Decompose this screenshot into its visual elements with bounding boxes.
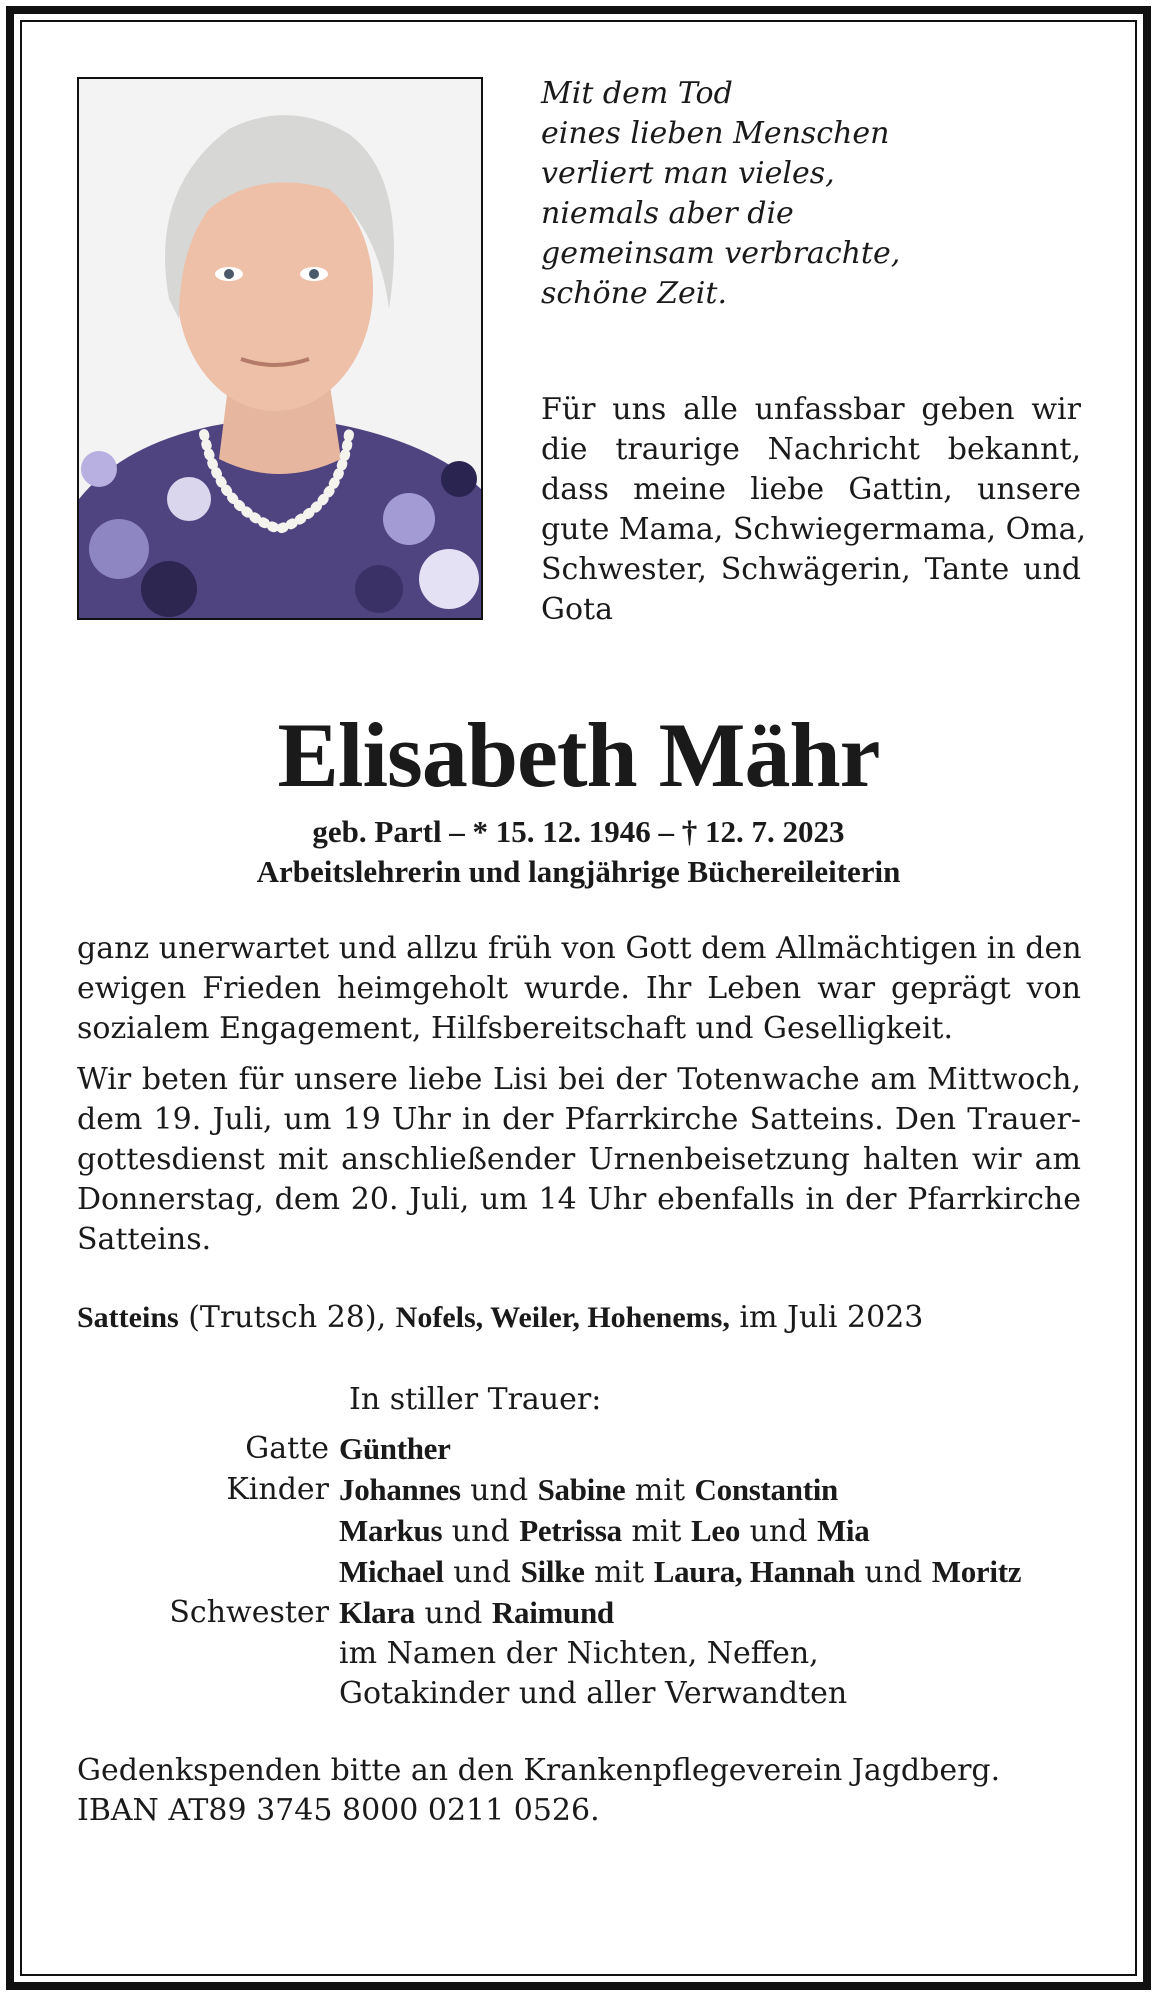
announcement-intro — [541, 390, 1087, 630]
mourner-connector: im Namen der Nichten, Neffen, — [339, 1636, 819, 1671]
body-line: Wir beten für unsere liebe Lisi bei der Totenwache am Mittwoch, — [77, 1062, 1081, 1097]
mourner-relation: Kinder — [226, 1472, 329, 1507]
body-line: ganz unerwartet und allzu früh von Gott dem Allmächtigen in den — [77, 931, 1082, 966]
place-address: (Trutsch 28), — [178, 1300, 396, 1335]
mourner-relation: Schwester — [169, 1595, 329, 1630]
mourner-name: Raimund — [491, 1595, 614, 1630]
mourner-row — [77, 1470, 1087, 1511]
poem-line: schöne Zeit. — [541, 276, 727, 311]
mourner-names — [339, 1593, 614, 1634]
mourner-connector: und — [443, 1555, 521, 1590]
body-paragraph-1 — [77, 929, 1081, 1049]
mourners-list — [77, 1429, 1087, 1714]
mourner-name: Michael — [339, 1554, 444, 1589]
body-line: ewigen Frieden heimgeholt wurde. Ihr Leben war geprägt von — [77, 971, 1081, 1006]
mourner-connector: und — [415, 1596, 492, 1631]
donation-note — [77, 1751, 1000, 1831]
mourner-row — [77, 1634, 1087, 1674]
mourner-relation — [77, 1552, 339, 1593]
mourner-connector: und — [854, 1555, 932, 1590]
mourner-row — [77, 1593, 1087, 1634]
poem-line: Mit dem Tod — [541, 76, 733, 111]
mourner-names — [339, 1429, 451, 1470]
mourner-name: Leo — [690, 1513, 741, 1548]
place-town: Satteins — [77, 1301, 179, 1334]
mourner-name: Markus — [339, 1513, 443, 1548]
mourner-names — [339, 1511, 869, 1552]
mourner-relation — [77, 1674, 339, 1714]
mourner-connector: mit — [584, 1555, 654, 1590]
donation-line: Gedenkspenden bitte an den Krankenpflegeverein Jagdberg. — [77, 1753, 1001, 1788]
mourner-connector: mit — [625, 1473, 695, 1508]
mourner-names — [339, 1552, 1021, 1593]
mourner-name: Klara — [339, 1595, 415, 1630]
mourner-row — [77, 1511, 1087, 1552]
intro-line: Gota — [541, 592, 613, 627]
mourner-row — [77, 1552, 1087, 1593]
mourner-connector: und — [460, 1473, 538, 1508]
mourner-relation: Gatte — [245, 1431, 329, 1466]
mourner-connector: und — [740, 1514, 817, 1549]
mourner-connector: und — [442, 1514, 520, 1549]
intro-line: Schwester, Schwägerin, Tante und — [541, 552, 1081, 587]
body-line: Satteins. — [77, 1222, 212, 1257]
mourner-name: Silke — [520, 1554, 585, 1589]
mourner-relation — [77, 1634, 339, 1674]
mourner-name: Mia — [816, 1513, 870, 1548]
intro-line: die traurige Nachricht bekannt, — [541, 432, 1081, 467]
intro-line: Für uns alle unfassbar geben wir — [541, 392, 1081, 427]
mourners-heading: In stiller Trauer: — [349, 1382, 602, 1417]
poem-line: verliert man vieles, — [541, 156, 835, 191]
place-others: Nofels, Weiler, Hohenems, — [395, 1301, 730, 1334]
mourner-names — [339, 1470, 838, 1511]
mourner-connector: mit — [621, 1514, 691, 1549]
poem-line: eines lieben Menschen — [541, 116, 890, 151]
mourner-connector: Gotakinder und aller Verwandten — [339, 1676, 848, 1711]
mourner-names — [339, 1634, 819, 1674]
portrait-photo — [77, 77, 483, 620]
intro-line: dass meine liebe Gattin, unsere — [541, 472, 1081, 507]
body-paragraph-2 — [77, 1060, 1081, 1260]
intro-line: gute Mama, Schwiegermama, Oma, — [541, 512, 1087, 547]
poem-line: niemals aber die — [541, 196, 794, 231]
mourner-name: Petrissa — [519, 1513, 622, 1548]
mourner-name: Moritz — [931, 1554, 1022, 1589]
mourner-row — [77, 1429, 1087, 1470]
mourner-name: Constantin — [694, 1472, 838, 1507]
body-line: sozialem Engagement, Hilfsbereitschaft und Geselligkeit. — [77, 1011, 954, 1046]
mourner-names — [339, 1674, 847, 1714]
memorial-poem — [541, 74, 1081, 314]
mourner-relation — [77, 1511, 339, 1552]
mourner-name: Sabine — [537, 1472, 626, 1507]
poem-line: gemeinsam verbrachte, — [541, 236, 901, 271]
profession: Arbeitslehrerin und langjährige Büchereileiterin — [256, 854, 901, 889]
donation-line: IBAN AT89 3745 8000 0211 0526. — [77, 1793, 600, 1828]
place-and-date — [77, 1298, 923, 1338]
mourner-name: Laura, Hannah — [653, 1554, 855, 1589]
place-date: im Juli 2023 — [729, 1300, 924, 1335]
body-line: gottesdienst mit anschließender Urnenbeisetzung halten wir am — [77, 1142, 1081, 1177]
deceased-name: Elisabeth Mähr — [277, 704, 880, 806]
body-line: dem 19. Juli, um 19 Uhr in der Pfarrkirche Satteins. Den Trauer- — [77, 1102, 1081, 1137]
mourner-row — [77, 1674, 1087, 1714]
mourner-name: Günther — [339, 1431, 451, 1466]
mourner-name: Johannes — [339, 1472, 461, 1507]
body-line: Donnerstag, dem 20. Juli, um 14 Uhr ebenfalls in der Pfarrkirche — [77, 1182, 1081, 1217]
birth-death-dates: geb. Partl – * 15. 12. 1946 – † 12. 7. 2023 — [312, 814, 845, 849]
